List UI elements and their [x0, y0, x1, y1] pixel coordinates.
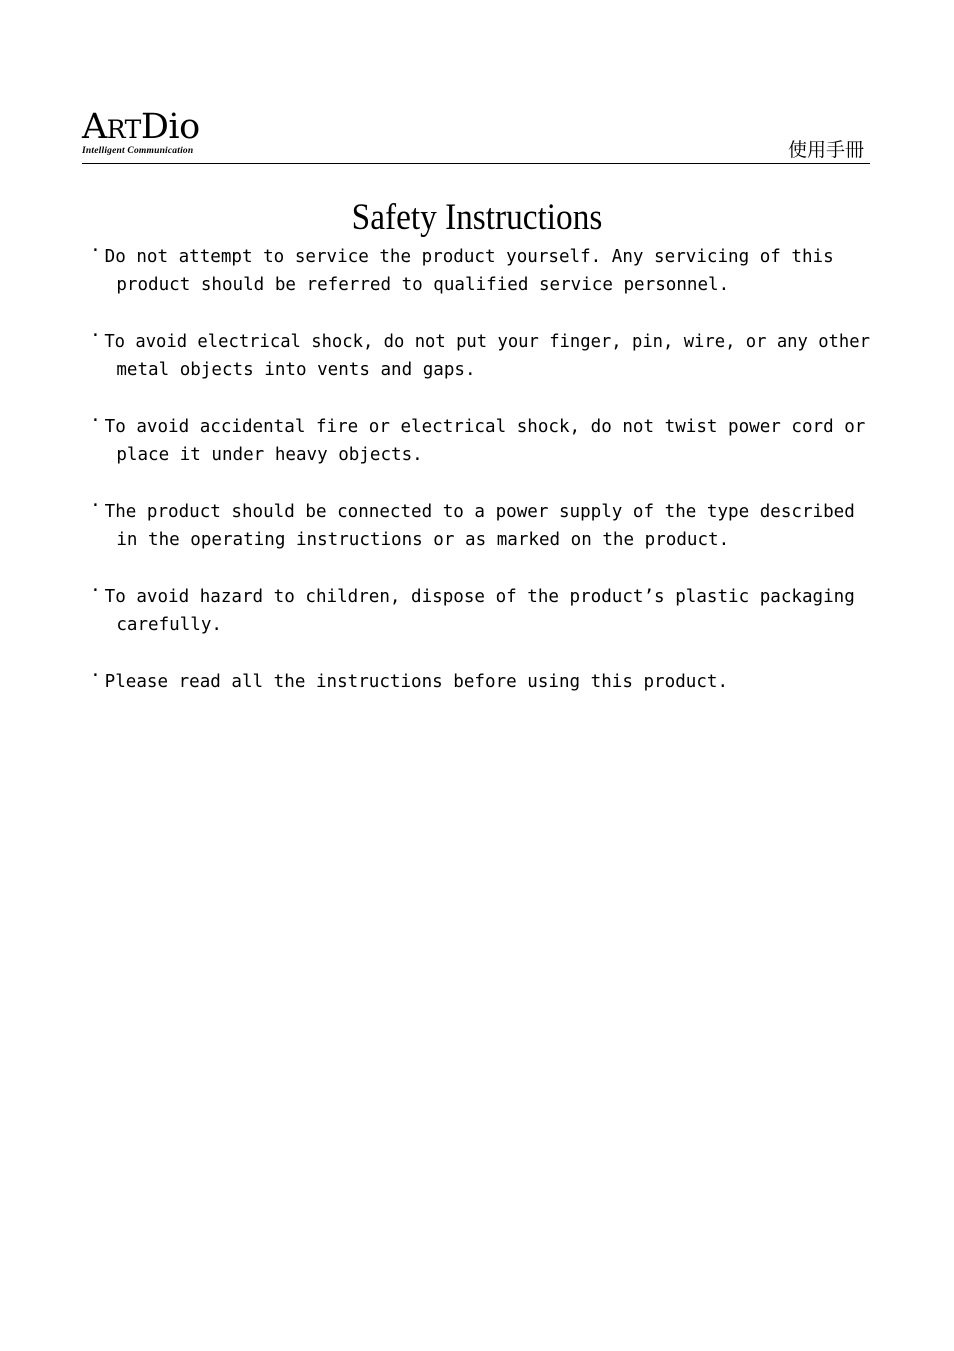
logo-letter-a: A — [82, 107, 107, 147]
list-item — [90, 325, 890, 384]
bullet: · — [90, 665, 101, 686]
instruction-line: To avoid accidental fire or electrical shock, do not twist power cord or — [104, 416, 866, 437]
instruction-line: product should be referred to qualified service personnel. — [116, 274, 730, 295]
instruction-line: Please read all the instructions before using this product. — [104, 671, 729, 692]
logo-letters-rt: RT — [106, 115, 141, 144]
instruction-line: carefully. — [116, 614, 222, 635]
instruction-line: To avoid hazard to children, dispose of the product’s plastic packaging — [104, 586, 855, 607]
bullet: · — [90, 580, 101, 601]
list-item — [90, 495, 890, 554]
list-item — [90, 410, 890, 469]
bullet: · — [90, 240, 101, 261]
instruction-line: place it under heavy objects. — [116, 444, 423, 465]
page-header — [82, 108, 870, 164]
logo-letter-d: D — [140, 107, 169, 147]
bullet: · — [90, 495, 101, 516]
list-item — [90, 240, 890, 299]
artdio-logo — [82, 108, 200, 156]
logo-tagline: Intelligent Communication — [82, 146, 194, 156]
list-item — [90, 665, 890, 696]
logo-letters-io: io — [168, 107, 200, 147]
page-title: Safety Instructions — [351, 197, 603, 238]
bullet: · — [90, 325, 101, 346]
instruction-line: metal objects into vents and gaps. — [116, 359, 476, 380]
list-item — [90, 580, 890, 639]
instruction-line: To avoid electrical shock, do not put your finger, pin, wire, or any other — [104, 331, 870, 352]
instruction-line: in the operating instructions or as marked on the product. — [116, 529, 730, 550]
manual-label: 使用手冊 — [787, 139, 864, 161]
logo-wordmark — [82, 108, 200, 149]
instruction-line: The product should be connected to a power supply of the type described — [104, 501, 855, 522]
instruction-line: Do not attempt to service the product yourself. Any servicing of this — [104, 246, 834, 267]
safety-instructions-list — [90, 240, 890, 725]
bullet: · — [90, 410, 101, 431]
